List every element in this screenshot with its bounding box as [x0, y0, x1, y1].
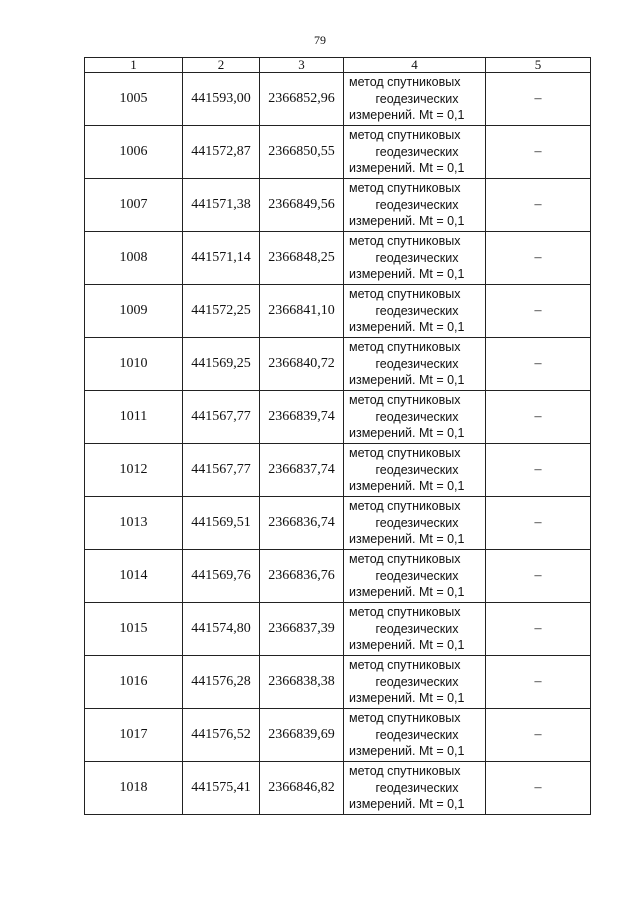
table-header — [85, 58, 591, 73]
point-number-cell: 1011 — [85, 391, 183, 444]
note-cell: – — [486, 762, 591, 815]
method-cell — [344, 603, 486, 656]
header-col-1: 1 — [85, 58, 183, 73]
table-row — [85, 444, 591, 497]
method-cell — [344, 285, 486, 338]
method-line: метод спутниковых — [349, 287, 461, 302]
method-line: измерений. Mt = 0,1 — [349, 532, 465, 547]
method-line: метод спутниковых — [349, 711, 461, 726]
y-coordinate-cell: 2366836,74 — [260, 497, 344, 550]
note-cell: – — [486, 444, 591, 497]
point-number-cell: 1007 — [85, 179, 183, 232]
method-cell — [344, 126, 486, 179]
method-line: измерений. Mt = 0,1 — [349, 373, 465, 388]
x-coordinate-cell: 441571,38 — [183, 179, 260, 232]
header-col-4: 4 — [344, 58, 486, 73]
method-cell — [344, 179, 486, 232]
method-line: геодезических — [375, 356, 459, 371]
header-col-2: 2 — [183, 58, 260, 73]
table-body — [85, 73, 591, 815]
y-coordinate-cell: 2366839,69 — [260, 709, 344, 762]
point-number-cell: 1017 — [85, 709, 183, 762]
x-coordinate-cell: 441567,77 — [183, 444, 260, 497]
x-coordinate-cell: 441576,28 — [183, 656, 260, 709]
x-coordinate-cell: 441593,00 — [183, 73, 260, 126]
method-line: геодезических — [375, 144, 459, 159]
method-cell — [344, 709, 486, 762]
y-coordinate-cell: 2366839,74 — [260, 391, 344, 444]
method-line: измерений. Mt = 0,1 — [349, 638, 465, 653]
point-number-cell: 1013 — [85, 497, 183, 550]
method-cell — [344, 232, 486, 285]
method-cell — [344, 391, 486, 444]
method-cell — [344, 762, 486, 815]
method-line: измерений. Mt = 0,1 — [349, 479, 465, 494]
method-line: геодезических — [375, 197, 459, 212]
page-number: 79 — [314, 33, 326, 47]
y-coordinate-cell: 2366836,76 — [260, 550, 344, 603]
method-cell — [344, 73, 486, 126]
table-row — [85, 391, 591, 444]
method-line: геодезических — [375, 568, 459, 583]
method-cell — [344, 550, 486, 603]
method-line: измерений. Mt = 0,1 — [349, 585, 465, 600]
header-row — [85, 58, 591, 73]
header-col-3: 3 — [260, 58, 344, 73]
method-line: геодезических — [375, 780, 459, 795]
note-cell: – — [486, 338, 591, 391]
x-coordinate-cell: 441572,87 — [183, 126, 260, 179]
method-line: измерений. Mt = 0,1 — [349, 426, 465, 441]
method-line: метод спутниковых — [349, 605, 461, 620]
point-number-cell: 1016 — [85, 656, 183, 709]
table-row — [85, 656, 591, 709]
y-coordinate-cell: 2366838,38 — [260, 656, 344, 709]
point-number-cell: 1009 — [85, 285, 183, 338]
table-row — [85, 603, 591, 656]
method-line: геодезических — [375, 727, 459, 742]
note-cell: – — [486, 603, 591, 656]
method-line: геодезических — [375, 515, 459, 530]
method-line: метод спутниковых — [349, 393, 461, 408]
method-line: геодезических — [375, 303, 459, 318]
x-coordinate-cell: 441574,80 — [183, 603, 260, 656]
y-coordinate-cell: 2366841,10 — [260, 285, 344, 338]
method-cell — [344, 444, 486, 497]
point-number-cell: 1015 — [85, 603, 183, 656]
note-cell: – — [486, 73, 591, 126]
table-row — [85, 73, 591, 126]
y-coordinate-cell: 2366837,74 — [260, 444, 344, 497]
method-line: измерений. Mt = 0,1 — [349, 320, 465, 335]
y-coordinate-cell: 2366852,96 — [260, 73, 344, 126]
note-cell: – — [486, 126, 591, 179]
note-cell: – — [486, 232, 591, 285]
note-cell: – — [486, 391, 591, 444]
table-row — [85, 497, 591, 550]
y-coordinate-cell: 2366840,72 — [260, 338, 344, 391]
point-number-cell: 1018 — [85, 762, 183, 815]
method-line: геодезических — [375, 250, 459, 265]
note-cell: – — [486, 497, 591, 550]
method-line: геодезических — [375, 91, 459, 106]
method-line: метод спутниковых — [349, 181, 461, 196]
x-coordinate-cell: 441576,52 — [183, 709, 260, 762]
point-number-cell: 1006 — [85, 126, 183, 179]
x-coordinate-cell: 441569,51 — [183, 497, 260, 550]
y-coordinate-cell: 2366850,55 — [260, 126, 344, 179]
method-line: геодезических — [375, 409, 459, 424]
point-number-cell: 1010 — [85, 338, 183, 391]
x-coordinate-cell: 441569,76 — [183, 550, 260, 603]
method-line: измерений. Mt = 0,1 — [349, 691, 465, 706]
note-cell: – — [486, 550, 591, 603]
y-coordinate-cell: 2366849,56 — [260, 179, 344, 232]
table-row — [85, 338, 591, 391]
y-coordinate-cell: 2366846,82 — [260, 762, 344, 815]
method-line: метод спутниковых — [349, 75, 461, 90]
point-number-cell: 1005 — [85, 73, 183, 126]
y-coordinate-cell: 2366848,25 — [260, 232, 344, 285]
table-row — [85, 762, 591, 815]
table-row — [85, 285, 591, 338]
note-cell: – — [486, 709, 591, 762]
method-line: измерений. Mt = 0,1 — [349, 797, 465, 812]
point-number-cell: 1008 — [85, 232, 183, 285]
header-col-5: 5 — [486, 58, 591, 73]
point-number-cell: 1014 — [85, 550, 183, 603]
method-line: измерений. Mt = 0,1 — [349, 214, 465, 229]
table-row — [85, 709, 591, 762]
method-cell — [344, 656, 486, 709]
x-coordinate-cell: 441567,77 — [183, 391, 260, 444]
note-cell: – — [486, 179, 591, 232]
method-line: метод спутниковых — [349, 234, 461, 249]
y-coordinate-cell: 2366837,39 — [260, 603, 344, 656]
table-row — [85, 179, 591, 232]
method-line: измерений. Mt = 0,1 — [349, 108, 465, 123]
x-coordinate-cell: 441569,25 — [183, 338, 260, 391]
method-line: метод спутниковых — [349, 499, 461, 514]
method-cell — [344, 338, 486, 391]
method-line: метод спутниковых — [349, 340, 461, 355]
table-row — [85, 550, 591, 603]
note-cell: – — [486, 285, 591, 338]
method-line: геодезических — [375, 621, 459, 636]
method-line: метод спутниковых — [349, 552, 461, 567]
method-line: измерений. Mt = 0,1 — [349, 267, 465, 282]
table-row — [85, 126, 591, 179]
point-number-cell: 1012 — [85, 444, 183, 497]
note-cell: – — [486, 656, 591, 709]
method-line: метод спутниковых — [349, 128, 461, 143]
method-line: метод спутниковых — [349, 658, 461, 673]
coordinates-table — [84, 57, 591, 815]
method-line: геодезических — [375, 674, 459, 689]
x-coordinate-cell: 441575,41 — [183, 762, 260, 815]
x-coordinate-cell: 441571,14 — [183, 232, 260, 285]
method-cell — [344, 497, 486, 550]
method-line: измерений. Mt = 0,1 — [349, 161, 465, 176]
method-line: метод спутниковых — [349, 764, 461, 779]
method-line: измерений. Mt = 0,1 — [349, 744, 465, 759]
method-line: геодезических — [375, 462, 459, 477]
table-row — [85, 232, 591, 285]
method-line: метод спутниковых — [349, 446, 461, 461]
x-coordinate-cell: 441572,25 — [183, 285, 260, 338]
